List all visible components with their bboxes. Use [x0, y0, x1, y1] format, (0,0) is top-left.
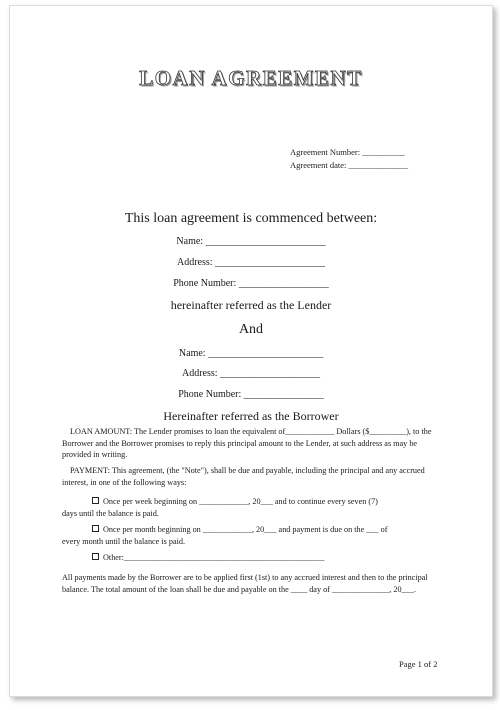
option-2-line-1: Once per month beginning on ____________, 20___ and payment is due on the ___ of	[103, 525, 388, 534]
lender-phone-field: Phone Number: __________________	[173, 278, 329, 289]
payment-option-other	[62, 552, 447, 564]
borrower-address-field: Address: ____________________	[181, 368, 321, 379]
option-3-text: Other:_________________________________________________	[103, 553, 325, 562]
monthly-checkbox[interactable]	[92, 525, 99, 532]
lender-name-field: Name: ________________________	[176, 236, 326, 247]
agreement-number-field: Agreement Number: __________	[290, 147, 405, 157]
agreement-meta	[290, 146, 408, 172]
document-page	[9, 5, 493, 697]
final-paragraph: All payments made by the Borrower are to be applied first (1st) to any accrued interest and then to the principal balance. The total amount of the loan shall be due and payable on the ____ day of ______________, 20___.	[62, 573, 428, 594]
document-title: LOAN AGREEMENT	[139, 66, 363, 90]
borrower-phone-field: Phone Number: ________________	[178, 389, 324, 400]
option-2-line-2: every month until the balance is paid.	[62, 536, 186, 546]
payment-option-weekly	[62, 496, 447, 519]
page-number: Page 1 of 2	[399, 659, 438, 669]
payment-paragraph: PAYMENT: This agreement, (the "Note"), shall be due and payable, including the principal and any accrued interest, in one of the following ways:	[62, 466, 425, 487]
loan-amount-paragraph: LOAN AMOUNT: The Lender promises to loan the equivalent of____________ Dollars ($_________), to the Borrower and the Borrower promises to reply this principal amount to the Lender, at such address as may be provided in writing.	[62, 427, 432, 459]
agreement-date-field: Agreement date: ______________	[290, 160, 409, 170]
borrower-name-field: Name: _______________________	[178, 348, 324, 359]
payment-option-monthly	[62, 524, 447, 547]
and-separator: And	[238, 322, 264, 337]
lender-address-field: Address: ______________________	[176, 257, 326, 268]
intro-text: This loan agreement is commenced between:	[124, 211, 378, 226]
other-checkbox[interactable]	[92, 553, 99, 560]
weekly-checkbox[interactable]	[92, 497, 99, 504]
borrower-reference: Hereinafter referred as the Borrower	[163, 409, 339, 423]
option-1-line-1: Once per week beginning on ____________, 20___ and to continue every seven (7)	[103, 497, 378, 506]
option-1-line-2: days until the balance is paid.	[62, 508, 159, 518]
lender-reference: hereinafter referred as the Lender	[170, 298, 332, 312]
